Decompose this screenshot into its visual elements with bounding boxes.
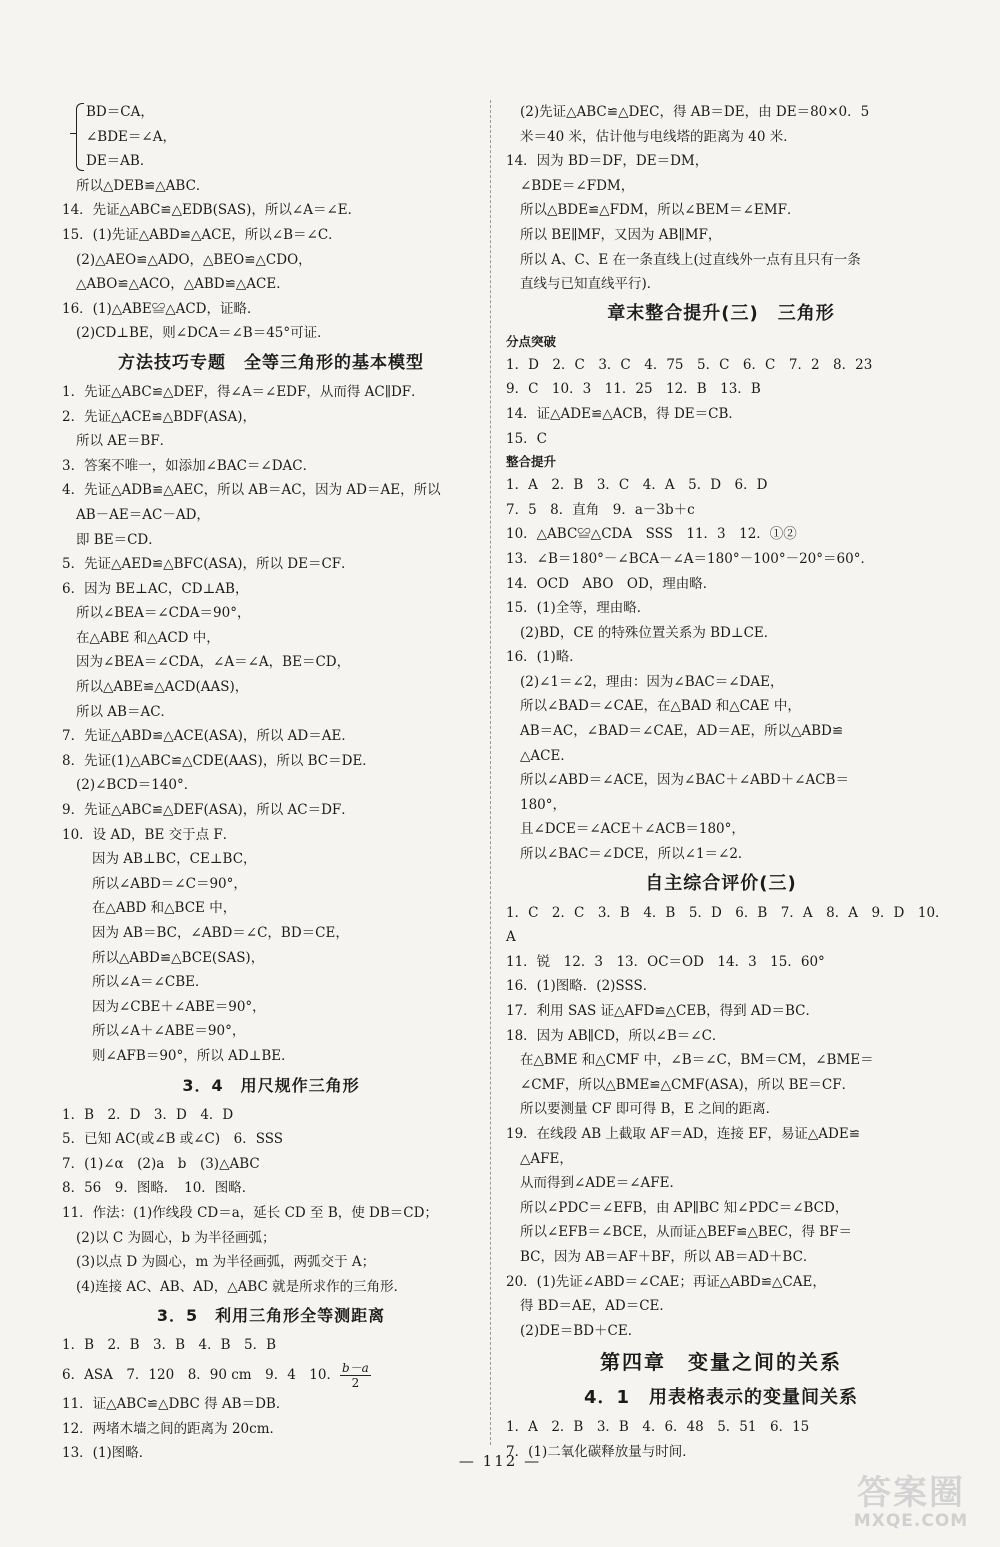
answer-line: 1．C 2．C 3．B 4．B 5．D 6．B 7．A 8．A 9．D 10．	[506, 904, 949, 921]
column-divider	[490, 100, 491, 1445]
answer-line	[62, 1358, 480, 1392]
answer-line: 180°，	[520, 796, 567, 813]
answer-line: 则∠AFB＝90°，所以 AD⊥BE．	[92, 1047, 295, 1064]
answer-line: 8．先证(1)△ABC≌△CDE(AAS)，所以 BC＝DE．	[62, 752, 376, 769]
answer-line: ∠BDE＝∠FDM，	[520, 177, 635, 194]
answer-line: 7．(1)∠α (2)a b (3)△ABC	[62, 1155, 260, 1172]
answer-line: A	[506, 929, 516, 946]
answer-line: 14．证△ADE≌△ACB，得 DE＝CB．	[506, 405, 742, 422]
chapter-heading: 第四章 变量之间的关系	[600, 1350, 842, 1375]
right-column	[506, 100, 949, 1465]
section-heading: 4．1 用表格表示的变量间关系	[583, 1387, 859, 1409]
answer-line: 11．证△ABC≌△DBC 得 AB＝DB．	[62, 1395, 290, 1412]
section-heading: 章末整合提升(三) 三角形	[607, 302, 835, 324]
answer-line: 12．两堵木墙之间的距离为 20cm．	[62, 1420, 284, 1437]
answer-line: 所以∠A＝∠CBE．	[92, 974, 209, 991]
answer-line: 11．作法：(1)作线段 CD＝a，延长 CD 至 B，使 DB＝CD；	[62, 1204, 438, 1221]
answer-line: 16．(1)图略．(2)SSS．	[506, 978, 657, 995]
answer-line: 即 BE＝CD．	[76, 531, 162, 548]
answer-line: 16．(1)略．	[506, 649, 583, 666]
answer-line: 5．先证△AED≌△BFC(ASA)，所以 DE＝CF．	[62, 556, 355, 573]
answer-line: 13．∠B＝180°－∠BCA－∠A＝180°－100°－20°＝60°．	[506, 550, 874, 567]
answer-line: 1．D 2．C 3．C 4．75 5．C 6．C 7．2 8．23	[506, 356, 873, 373]
section-heading: 3．5 利用三角形全等测距离	[156, 1306, 386, 1326]
answer-line: 7．5 8．直角 9．a－3b＋c	[506, 501, 695, 518]
answer-line: 3．答案不唯一，如添加∠BAC＝∠DAC．	[62, 457, 317, 474]
left-brace	[76, 103, 84, 171]
answer-line: 14．因为 BD＝DF，DE＝DM，	[506, 153, 709, 170]
answer-line: 10．设 AD，BE 交于点 F．	[62, 826, 237, 843]
answer-line: 1．B 2．D 3．D 4．D	[62, 1106, 234, 1123]
answer-line: 所以要测量 CF 即可得 B，E 之间的距离．	[520, 1101, 780, 1118]
answer-line: BC，因为 AB＝AF＋BF，所以 AB＝AD＋BC．	[520, 1248, 817, 1265]
brace-line: DE＝AB．	[86, 153, 154, 170]
answer-line: (2)∠BCD＝140°．	[76, 777, 198, 794]
answer-line: (2)△AEO≌△ADO，△BEO≌△CDO，	[76, 251, 312, 268]
answer-line: 所以∠EFB＝∠BCE，从而证△BEF≌△BEC，得 BF＝	[520, 1224, 853, 1241]
answer-line: 所以∠A＋∠ABE＝90°，	[92, 1023, 246, 1040]
answer-line: (2)以 C 为圆心，b 为半径画弧；	[76, 1229, 276, 1246]
answer-line: (2)∠1＝∠2，理由：因为∠BAC＝∠DAE，	[520, 673, 784, 690]
answer-line: 从而得到∠ADE＝∠AFE．	[520, 1175, 684, 1192]
answer-line: 1．A 2．B 3．B 4．6．48 5．51 6．15	[506, 1419, 810, 1436]
answer-line: △ACE．	[520, 747, 574, 764]
answer-line: 18．因为 AB∥CD，所以∠B＝∠C．	[506, 1027, 726, 1044]
answer-line: 米＝40 米，估计他与电线塔的距离为 40 米．	[520, 128, 797, 145]
answer-line: 1．B 2．B 3．B 4．B 5．B	[62, 1337, 277, 1354]
answer-line: 直线与已知直线平行)．	[520, 276, 661, 293]
answer-line: 且∠DCE＝∠ACE＋∠ACB＝180°，	[520, 821, 745, 838]
answer-line: 9．先证△ABC≌△DEF(ASA)，所以 AC＝DF．	[62, 802, 355, 819]
answer-line: 因为 AB＝BC，∠ABD＝∠C，BD＝CE，	[92, 925, 349, 941]
answer-line: 1．A 2．B 3．C 4．A 5．D 6．D	[506, 477, 768, 494]
answer-line: 所以△DEB≌△ABC．	[76, 177, 210, 194]
answer-line: 7．(1)二氧化碳释放量与时间．	[506, 1443, 696, 1460]
subsection-label: 分点突破	[506, 333, 557, 349]
watermark-url: MXQE.COM	[853, 1511, 969, 1531]
answer-line: AB－AE＝AC－AD，	[76, 506, 210, 523]
fraction	[340, 1361, 371, 1390]
answer-line: (3)以点 D 为圆心，m 为半径画弧，两弧交于 A；	[76, 1254, 376, 1271]
answer-line: ∠CMF，所以△BME≌△CMF(ASA)，所以 BE＝CF．	[520, 1076, 856, 1093]
watermark-logo	[836, 1474, 986, 1532]
fraction-numerator: b－a	[341, 1360, 369, 1375]
answer-line: (2)DE＝BD＋CE．	[520, 1322, 642, 1339]
answer-line: 7．先证△ABD≌△ACE(ASA)，所以 AD＝AE．	[62, 728, 355, 745]
answer-line: 在△ABE 和△ACD 中，	[76, 629, 220, 646]
answer-line: 所以 AB＝AC．	[76, 703, 175, 720]
answer-line: 所以△BDE≌△FDM，所以∠BEM＝∠EMF．	[520, 202, 801, 219]
answer-line: 19．在线段 AB 上截取 AF＝AD，连接 EF，易证△ADE≌	[506, 1125, 861, 1142]
answer-line: 所以 AE＝BF．	[76, 433, 174, 450]
answer-line: 15．(1)先证△ABD≌△ACE，所以∠B＝∠C．	[62, 226, 342, 243]
answer-line: 15．(1)全等，理由略．	[506, 600, 651, 617]
answer-line: 所以∠BAD＝∠CAE，在△BAD 和△CAE 中，	[520, 698, 801, 715]
brace-system	[62, 100, 480, 174]
answer-line: 在△ABD 和△BCE 中，	[92, 900, 237, 917]
answer-line: 9．C 10．3 11．25 12．B 13．B	[506, 381, 761, 398]
answer-line: 因为 AB⊥BC，CE⊥BC，	[92, 851, 257, 868]
answer-line: (4)连接 AC、AB、AD，△ABC 就是所求作的三角形．	[76, 1278, 408, 1295]
answer-line: (2)先证△ABC≌△DEC，得 AB＝DE，由 DE＝80×0．5	[520, 104, 870, 120]
section-heading: 自主综合评价(三)	[645, 872, 797, 894]
section-heading: 3．4 用尺规作三角形	[182, 1075, 360, 1095]
answer-line: 2．先证△ACE≌△BDF(ASA)，	[62, 408, 256, 425]
brace-line: ∠BDE＝∠A，	[86, 128, 176, 145]
answer-line: 所以∠ABD＝∠C＝90°，	[92, 875, 247, 892]
answer-line: 17．利用 SAS 证△AFD≌△CEB，得到 AD＝BC．	[506, 1003, 819, 1019]
answer-line: 所以∠PDC＝∠EFB，由 AP∥BC 知∠PDC＝∠BCD，	[520, 1199, 849, 1216]
left-column	[62, 100, 480, 1466]
answer-line: 16．(1)△ABE≌△ACD，证略．	[62, 300, 261, 317]
answer-line: 1．先证△ABC≌△DEF，得∠A＝∠EDF，从而得 AC∥DF．	[62, 383, 425, 400]
answer-line: 13．(1)图略．	[62, 1445, 153, 1462]
page-number: — 112 —	[458, 1452, 542, 1470]
answer-line: 在△BME 和△CMF 中，∠B＝∠C，BM＝CM，∠BME＝	[520, 1052, 874, 1069]
answer-line: 11．锐 12．3 13．OC＝OD 14．3 15．60°	[506, 953, 825, 970]
answer-line: 所以 A、C、E 在一条直线上(过直线外一点有且只有一条	[520, 251, 861, 268]
answer-line: 所以△ABD≌△BCE(SAS)，	[92, 949, 265, 966]
answer-line: (2)CD⊥BE，则∠DCA＝∠B＝45°可证．	[76, 325, 331, 342]
answer-line: 10．△ABC≌△CDA SSS 11．3 12．①②	[506, 526, 797, 543]
answer-line: 因为∠BEA＝∠CDA，∠A＝∠A，BE＝CD，	[76, 654, 351, 671]
left-brace-tip	[70, 133, 76, 134]
answer-line: 14．OCD ABO OD，理由略．	[506, 575, 717, 592]
answer-line: 5．已知 AC(或∠B 或∠C) 6．SSS	[62, 1131, 284, 1148]
section-heading: 方法技巧专题 全等三角形的基本模型	[118, 352, 424, 373]
answer-line: 所以∠ABD＝∠ACE，因为∠BAC＋∠ABD＋∠ACB＝	[520, 772, 849, 789]
subsection-label: 整合提升	[506, 454, 557, 470]
answer-line: 所以△ABE≌△ACD(AAS)，	[76, 679, 249, 696]
answer-line: 所以∠BAC＝∠DCE，所以∠1＝∠2．	[520, 846, 752, 863]
answer-line: 所以 BE∥MF，又因为 AB∥MF，	[520, 226, 722, 243]
answer-line: 4．先证△ADB≌△AEC，所以 AB＝AC，因为 AD＝AE，所以	[62, 482, 441, 499]
answer-line: 14．先证△ABC≌△EDB(SAS)，所以∠A＝∠E．	[62, 202, 362, 219]
watermark-logo-text: 答案圈	[857, 1473, 965, 1513]
answer-line: △AFE，	[520, 1150, 573, 1167]
fraction-denominator: 2	[351, 1375, 360, 1390]
answer-line: 20．(1)先证∠ABD＝∠CAE；再证△ABD≌△CAE，	[506, 1273, 826, 1290]
answer-line: 所以∠BEA＝∠CDA＝90°，	[76, 605, 251, 622]
answer-line: 得 BD＝AE，AD＝CE．	[520, 1298, 673, 1315]
answer-line: 6．因为 BE⊥AC，CD⊥AB，	[62, 580, 249, 597]
answer-line: △ABO≌△ACO，△ABD≌△ACE．	[76, 276, 290, 293]
answer-line: (2)BD，CE 的特殊位置关系为 BD⊥CE．	[520, 624, 778, 641]
answer-text: 6．ASA 7．120 8．90 cm 9．4 10．	[62, 1366, 340, 1383]
answer-line: AB＝AC，∠BAD＝∠CAE，AD＝AE，所以△ABD≌	[520, 723, 844, 740]
answer-line: 15．C	[506, 430, 548, 447]
brace-line: BD＝CA，	[86, 104, 154, 120]
answer-line: 8．56 9．图略． 10．图略．	[62, 1180, 256, 1197]
answer-line: 因为∠CBE＋∠ABE＝90°，	[92, 998, 266, 1015]
